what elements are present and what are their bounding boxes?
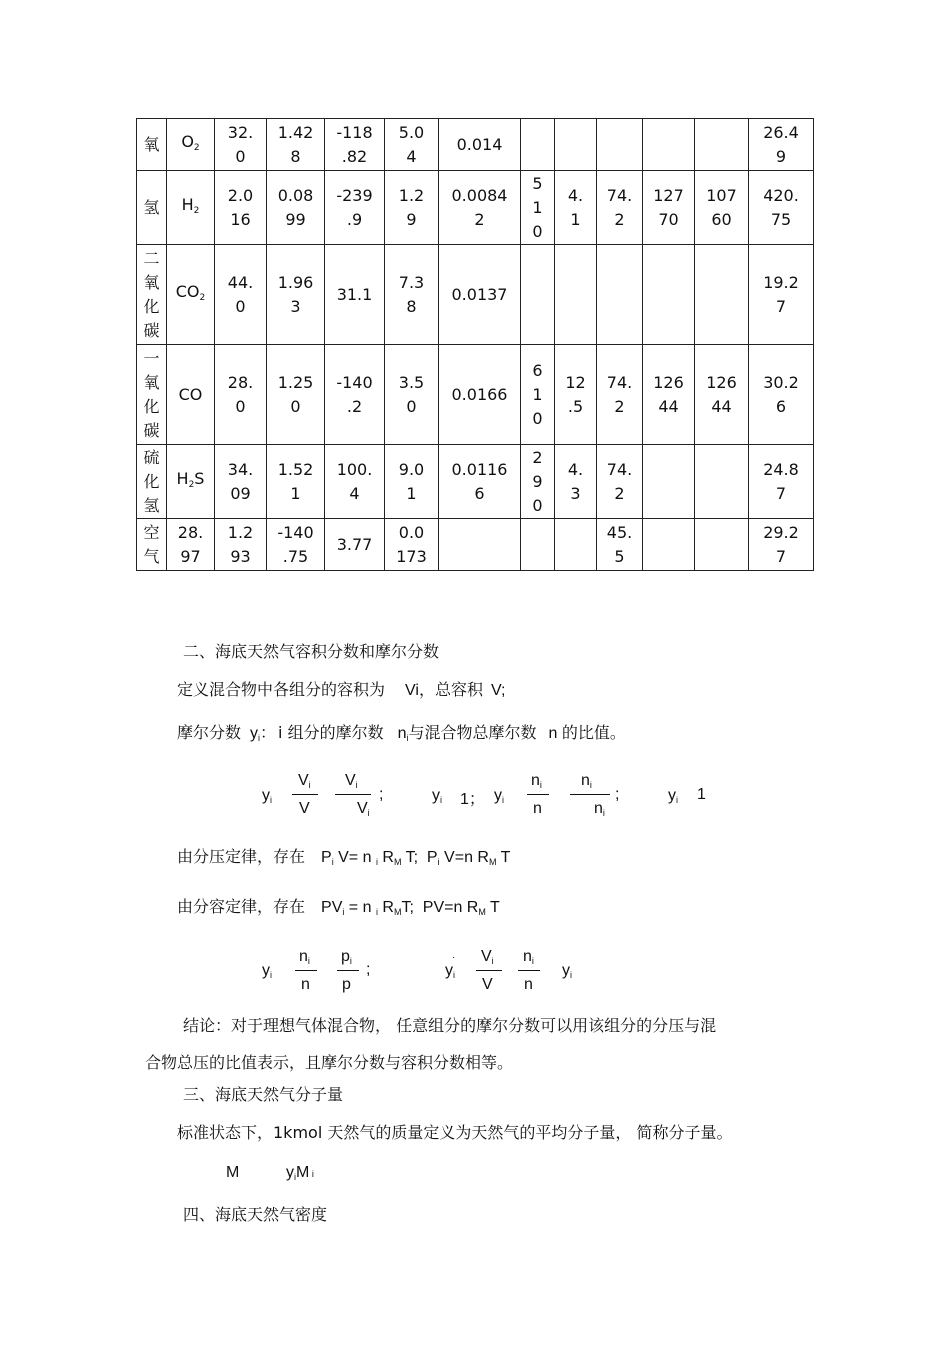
table-cell: 5 1 0 (521, 171, 555, 245)
gas-name-cell: 硫 化 氢 (137, 445, 167, 519)
table-cell (643, 519, 695, 571)
formula-cell: $H_2S$ (167, 445, 215, 519)
table-cell: 44. 0 (215, 245, 267, 345)
gas-properties-table (136, 118, 814, 571)
table-cell: 4. 1 (555, 171, 597, 245)
table-cell: 32. 0 (215, 119, 267, 171)
table-cell (555, 245, 597, 345)
table-cell: 31.1 (325, 245, 385, 345)
table-cell: 9.0 1 (385, 445, 439, 519)
table-cell (555, 519, 597, 571)
molecular-weight-definition: 标准状态下，1kmol 天然气的质量定义为天然气的平均分子量， 简称分子量。 (177, 1123, 733, 1142)
table-cell: 30.2 6 (749, 345, 814, 445)
table-cell (521, 519, 555, 571)
table-cell: 28. 97 (167, 519, 215, 571)
table-cell: 126 44 (643, 345, 695, 445)
table-cell: 0.0084 2 (439, 171, 521, 245)
molar-fraction-line: 摩尔分数 $y_i$： i 组分的摩尔数 $n_i$与混合物总摩尔数 n 的比值。 (177, 723, 626, 743)
table-cell (555, 119, 597, 171)
section3-heading: 三、海底天然气分子量 (183, 1085, 344, 1104)
table-cell: 74. 2 (597, 445, 643, 519)
table-cell (597, 119, 643, 171)
table-cell (521, 119, 555, 171)
table-cell: 0.014 (439, 119, 521, 171)
table-cell: 74. 2 (597, 171, 643, 245)
partial-volume-line: 由分容定律，存在 $PV_i = n$ $_i$ $R_MT$; PV=n $R_M$ T (177, 897, 500, 917)
table-cell: 29.2 7 (749, 519, 814, 571)
table-cell: 24.8 7 (749, 445, 814, 519)
table-row (137, 519, 814, 571)
table-row (137, 345, 814, 445)
table-cell: 2.0 16 (215, 171, 267, 245)
table-cell: 100. 4 (325, 445, 385, 519)
table-cell: 1.25 0 (267, 345, 325, 445)
table-cell: 3.5 0 (385, 345, 439, 445)
table-cell (695, 445, 749, 519)
table-cell: 2 9 0 (521, 445, 555, 519)
table-row (137, 245, 814, 345)
formula-cell: $O_2$ (167, 119, 215, 171)
table-cell: 127 70 (643, 171, 695, 245)
conclusion-line-2: 合物总压的比值表示，且摩尔分数与容积分数相等。 (145, 1053, 514, 1072)
conclusion-line-1: 结论：对于理想气体混合物， 任意组分的摩尔分数可以用该组分的分压与混 (183, 1016, 717, 1035)
table-row (137, 119, 814, 171)
table-cell: 12 .5 (555, 345, 597, 445)
table-cell: 45. 5 (597, 519, 643, 571)
table-cell (521, 245, 555, 345)
table-cell: 3.77 (325, 519, 385, 571)
table-cell (439, 519, 521, 571)
table-cell: 34. 09 (215, 445, 267, 519)
table-cell: 26.4 9 (749, 119, 814, 171)
table-cell: 74. 2 (597, 345, 643, 445)
table-cell: 0.0137 (439, 245, 521, 345)
table-cell: 0.08 99 (267, 171, 325, 245)
table-cell (643, 119, 695, 171)
table-cell: 0.0 173 (385, 519, 439, 571)
table-cell: 1.52 1 (267, 445, 325, 519)
table-cell (643, 245, 695, 345)
table-cell (695, 119, 749, 171)
table-cell: 4. 3 (555, 445, 597, 519)
table-cell (695, 519, 749, 571)
table-cell (643, 445, 695, 519)
table-cell (597, 245, 643, 345)
table-cell: 1.96 3 (267, 245, 325, 345)
formula-cell: $CO_2$ (167, 245, 215, 345)
table-cell: 6 1 0 (521, 345, 555, 445)
formula-cell: CO (167, 345, 215, 445)
table-cell: 1.42 8 (267, 119, 325, 171)
table-cell: 420. 75 (749, 171, 814, 245)
table-row (137, 445, 814, 519)
gas-name-cell: 氢 (137, 171, 167, 245)
table-cell (695, 245, 749, 345)
table-cell: 0.0116 6 (439, 445, 521, 519)
gas-name-cell: 一 氧 化 碳 (137, 345, 167, 445)
table-cell: 107 60 (695, 171, 749, 245)
table-cell: 5.0 4 (385, 119, 439, 171)
table-cell: 126 44 (695, 345, 749, 445)
table-cell: 0.0166 (439, 345, 521, 445)
table-cell: -140 .75 (267, 519, 325, 571)
gas-name-cell: 氧 (137, 119, 167, 171)
table-cell: 28. 0 (215, 345, 267, 445)
table-cell: 7.3 8 (385, 245, 439, 345)
section2-heading: 二、海底天然气容积分数和摩尔分数 (183, 642, 440, 661)
table-cell: -239 .9 (325, 171, 385, 245)
table-cell: -140 .2 (325, 345, 385, 445)
partial-pressure-line: 由分压定律，存在 $P_i$ V= n $_i$ $R_M$ T; $P_i$ V=n $R_M$ T (177, 847, 511, 867)
table-cell: -118 .82 (325, 119, 385, 171)
definition-line: 定义混合物中各组分的容积为 Vi，总容积 V; (177, 680, 506, 699)
gas-name-cell: 空 气 (137, 519, 167, 571)
table-cell: 1.2 9 (385, 171, 439, 245)
table-row (137, 171, 814, 245)
table-cell: 19.2 7 (749, 245, 814, 345)
section4-heading: 四、海底天然气密度 (183, 1205, 328, 1224)
formula-cell: $H_2$ (167, 171, 215, 245)
gas-name-cell: 二 氧 化 碳 (137, 245, 167, 345)
table-cell: 1.2 93 (215, 519, 267, 571)
